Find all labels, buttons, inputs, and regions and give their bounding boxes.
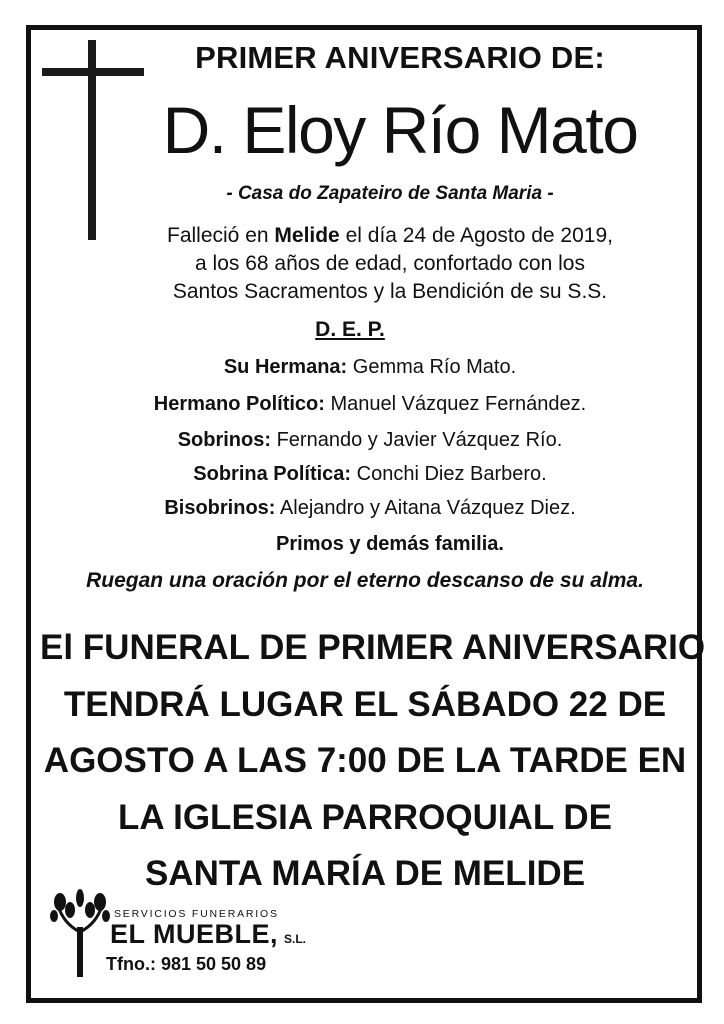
funeral-line: LA IGLESIA PARROQUIAL DE [118,797,612,837]
death-pre: Falleció en [167,224,275,247]
family-row [100,393,640,416]
logo-tagline: SERVICIOS FUNERARIOS [114,908,279,920]
family-relation: Hermano Político: [153,393,325,415]
family-members: Alejandro y Aitana Vázquez Diez. [275,497,576,519]
funeral-line: AGOSTO A LAS 7:00 DE LA TARDE EN [43,741,687,780]
house-name: - Casa do Zapateiro de Santa Maria - [226,183,554,204]
family-members: Manuel Vázquez Fernández. [324,393,587,415]
family-row [100,429,640,452]
other-family: Primos y demás familia. [276,533,504,555]
family-members: Fernando y Javier Vázquez Río. [271,429,563,451]
funeral-line: El FUNERAL DE PRIMER ANIVERSARIO [40,628,706,667]
funeral-line: SANTA MARÍA DE MELIDE [144,854,586,893]
death-line3: Santos Sacramentos y la Bendición de su S.S. [172,280,608,303]
prayer-request: Ruegan una oración por el eterno descanso de su alma. [86,569,644,592]
tree-logo-icon [50,882,110,977]
death-post: el día 24 de Agosto de 2019, [339,224,613,247]
family-relation: Bisobrinos: [164,497,276,519]
family-members: Gemma Río Mato. [347,356,517,378]
notice-heading: PRIMER ANIVERSARIO DE: [195,40,605,75]
death-line2: a los 68 años de edad, confortado con los [195,252,585,275]
funeral-announcement [40,620,706,903]
family-members: Conchi Diez Barbero. [351,463,547,485]
family-row [100,463,640,486]
family-relation: Sobrina Política: [193,463,352,485]
funeral-home-logo [48,880,348,980]
family-row [100,497,640,520]
family-relation: Sobrinos: [177,429,272,451]
logo-suffix: S.L. [284,932,307,946]
logo-name: EL MUEBLE, [110,919,279,949]
dep-label: D. E. P. [315,318,385,341]
family-row [100,356,640,379]
family-relation: Su Hermana: [223,356,348,378]
funeral-line: TENDRÁ LUGAR EL SÁBADO 22 DE [63,684,667,724]
death-details [130,222,650,306]
logo-phone: Tfno.: 981 50 50 89 [106,954,267,974]
death-place: Melide [274,224,340,247]
deceased-name: D. Eloy Río Mato [162,93,638,167]
